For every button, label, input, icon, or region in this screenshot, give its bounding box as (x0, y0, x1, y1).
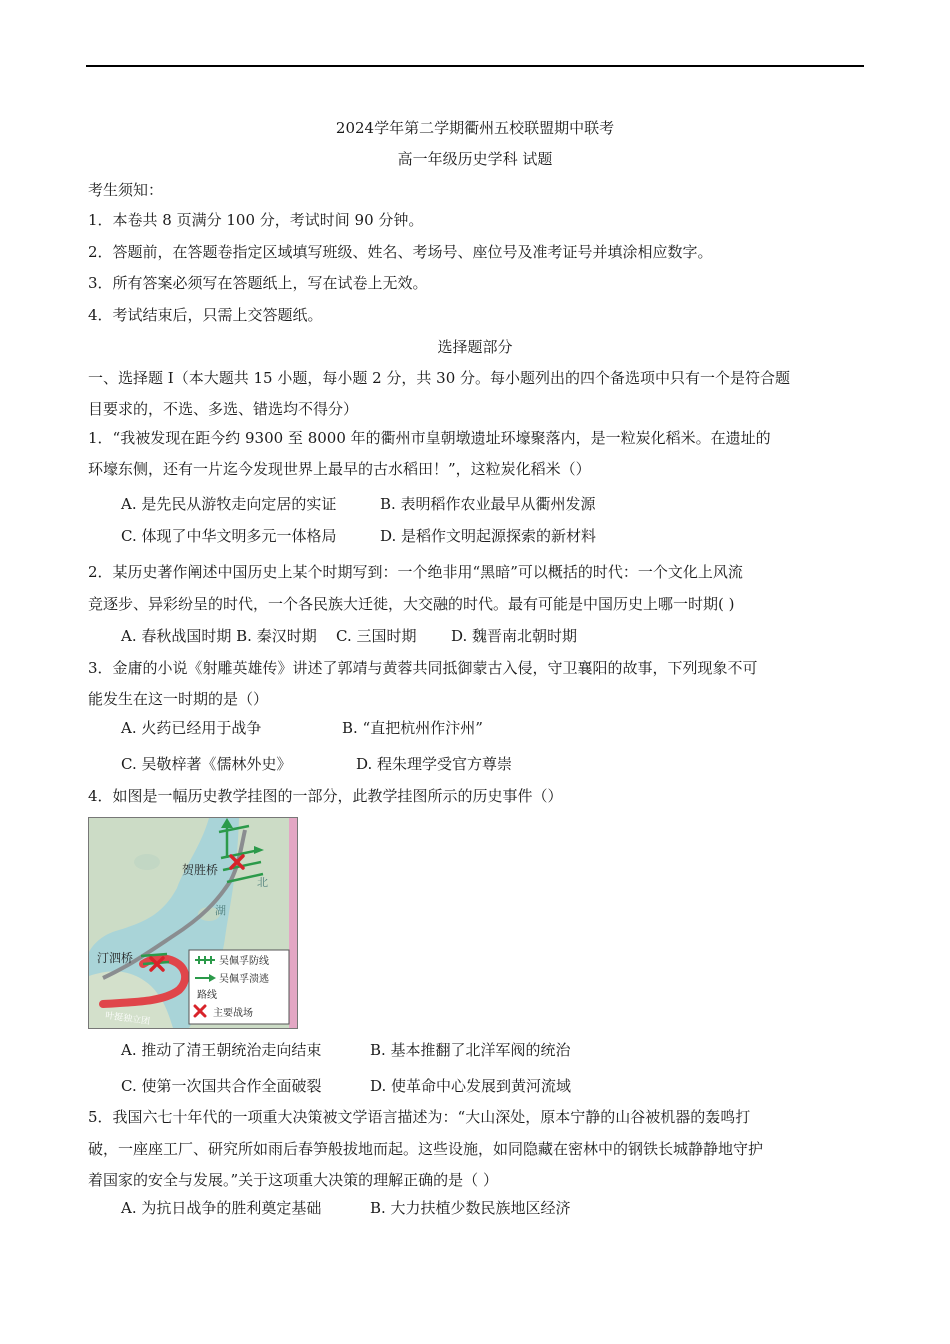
legend-item-defense: 吴佩孚防线 (219, 956, 269, 967)
section-title: 选择题部分 (437, 338, 513, 356)
legend-defense-swatch (195, 956, 215, 964)
q4-stem: 4．如图是一幅历史教学挂图的一部分，此教学挂图所示的历史事件（） (88, 787, 563, 805)
q1-stem-cont: 环壕东侧，还有一片迄今发现世界上最早的古水稻田！”，这粒炭化稻米（） (88, 460, 591, 478)
q3-option-a: A. 火药已经用于战争 (121, 719, 262, 737)
q4-option-d: D. 使革命中心发展到黄河流域 (370, 1077, 572, 1095)
exam-subtitle: 高一年级历史学科 试题 (397, 150, 553, 168)
q1-option-d: D. 是稻作文明起源探索的新材料 (380, 527, 597, 545)
q2-stem: 2．某历史著作阐述中国历史上某个时期写到：一个绝非用“黑暗”可以概括的时代：一个文化上风流 (88, 563, 743, 581)
q2-option-d: D. 魏晋南北朝时期 (451, 627, 578, 645)
q4-option-c: C. 使第一次国共合作全面破裂 (121, 1077, 322, 1095)
q2-option-c: C. 三国时期 (336, 627, 417, 645)
exam-title: 2024学年第二学期衢州五校联盟期中联考 (335, 119, 615, 137)
legend-item-route-cont: 路线 (197, 990, 217, 1001)
q4-option-b: B. 基本推翻了北洋军阀的统治 (370, 1041, 571, 1059)
q1-stem: 1．“我被发现在距今约 9300 至 8000 年的衢州市皇朝墩遗址环壕聚落内，是一粒炭化稻米。在遗址的 (88, 429, 771, 447)
q2-stem-cont: 竞逐步、异彩纷呈的时代，一个各民族大迁徙，大交融的时代。最有可能是中国历史上哪一时期( ) (88, 595, 735, 613)
map-label-hu: 湖 (215, 904, 226, 917)
map-label-hsq: 贺胜桥 (182, 863, 219, 877)
section-instructions: 一、选择题 I（本大题共 15 小题，每小题 2 分，共 30 分。每小题列出的四个备选项中只有一个是符合题 (88, 369, 791, 387)
q1-option-b: B. 表明稻作农业最早从衢州发源 (380, 495, 596, 513)
northern-expedition-map (88, 817, 298, 1029)
q3-stem-cont: 能发生在这一时期的是（） (88, 690, 269, 708)
map-label-tsq: 汀泗桥 (97, 951, 134, 965)
notice-item: 1．本卷共 8 页满分 100 分，考试时间 90 分钟。 (88, 211, 424, 229)
q3-option-b: B. “直把杭州作汴州” (342, 719, 483, 737)
q4-option-a: A. 推动了清王朝统治走向结束 (121, 1041, 322, 1059)
retreat-arrow (221, 818, 233, 828)
edge-band (289, 818, 297, 1028)
notice-heading: 考生须知： (88, 181, 164, 199)
q1-option-c: C. 体现了中华文明多元一体格局 (121, 527, 337, 545)
notice-item: 4．考试结束后，只需上交答题纸。 (88, 306, 323, 324)
q1-option-a: A. 是先民从游牧走向定居的实证 (121, 495, 337, 513)
section-instructions-cont: 目要求的，不选、多选、错选均不得分） (88, 400, 359, 418)
q3-option-c: C. 吴敬梓著《儒林外史》 (121, 755, 292, 773)
map-label-bei: 北 (257, 876, 268, 889)
q5-stem-cont: 着国家的安全与发展。”关于这项重大决策的理解正确的是（ ） (88, 1171, 498, 1189)
land-north (89, 818, 209, 952)
q5-option-a: A. 为抗日战争的胜利奠定基础 (121, 1199, 322, 1217)
islet (134, 854, 160, 870)
q5-stem: 5．我国六七十年代的一项重大决策被文学语言描述为：“大山深处，原本宁静的山谷被机器的轰鸣打 (88, 1108, 751, 1126)
notice-item: 3．所有答案必须写在答题纸上，写在试卷上无效。 (88, 274, 428, 292)
q3-stem: 3．金庸的小说《射雕英雄传》讲述了郭靖与黄蓉共同抵御蒙古入侵，守卫襄阳的故事，下列现象不可 (88, 659, 758, 677)
legend-item-route: 吴佩孚溃逃 (219, 974, 269, 985)
q3-option-d: D. 程朱理学受官方尊崇 (356, 755, 513, 773)
header-rule (86, 65, 864, 67)
q5-option-b: B. 大力扶植少数民族地区经济 (370, 1199, 571, 1217)
map-label-ye: 叶挺独立团 (104, 1011, 151, 1028)
notice-item: 2．答题前，在答题卷指定区域填写班级、姓名、考场号、座位号及准考证号并填涂相应数字。 (88, 243, 713, 261)
legend-item-battle: 主要战场 (213, 1008, 253, 1019)
q5-stem-cont: 破，一座座工厂、研究所如雨后春笋般拔地而起。这些设施，如同隐藏在密林中的钢铁长城静静地守护 (88, 1140, 764, 1158)
q2-option-ab: A. 春秋战国时期 B. 秦汉时期 (121, 627, 317, 645)
